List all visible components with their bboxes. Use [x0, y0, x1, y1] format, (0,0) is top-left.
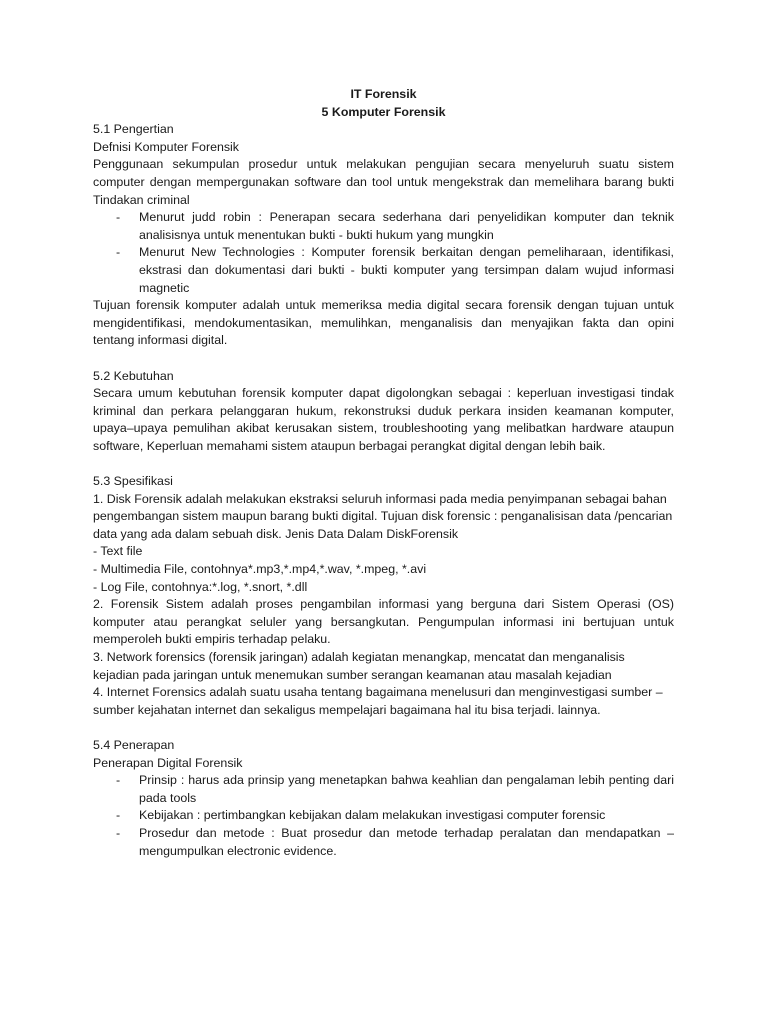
- spacer: [93, 350, 674, 368]
- definition-list: [93, 209, 674, 297]
- paragraph-internet-forensic: 4. Internet Forensics adalah suatu usaha tentang bagaimana menelusuri dan menginvestigasi sumber – sumber kejahatan internet dan sekaligus mempelajari bagaimana hal itu bisa terjadi. lainnya.: [93, 685, 663, 717]
- list-item-text: Kebijakan : pertimbangkan kebijakan dalam melakukan investigasi computer forensic: [139, 808, 606, 823]
- list-item-text: Prinsip : harus ada prinsip yang menetapkan bahwa keahlian dan pengalaman lebih penting dari pada tools: [139, 773, 674, 805]
- dash-bullet: -: [116, 773, 121, 788]
- section-subheading-application: Penerapan Digital Forensik: [93, 755, 243, 770]
- paragraph-needs: Secara umum kebutuhan forensik komputer dapat digolongkan sebagai : keperluan investigasi tindak kriminal dan perkara pelanggaran hukum, rekonstruksi duduk perkara insiden keamanan komputer, upaya–upaya pemulihan akibat kerusakan sistem, troubleshooting yang melibatkan hardware ataupun software, Keperluan memahami sistem ataupun berbagai perangkat digital dengan lebih baik.: [93, 386, 674, 453]
- dash-bullet: -: [116, 210, 121, 225]
- list-item-text: Prosedur dan metode : Buat prosedur dan metode terhadap peralatan dan mendapatkan – mengumpulkan electronic evidence.: [139, 825, 674, 858]
- paragraph-disk-forensic: 1. Disk Forensik adalah melakukan ekstraksi seluruh informasi pada media penyimpanan sebagai bahan pengembangan sistem maupun barang bukti digital. Tujuan disk forensic : penganalisisan data /pencarian data yang ada dalam sebuah disk. Jenis Data Dalam DiskForensik: [93, 491, 673, 541]
- paragraph-network-forensic: 3. Network forensics (forensik jaringan) adalah kegiatan menangkap, mencatat dan menganalisis kejadian pada jaringan untuk menemukan sumber serangan keamanan atau masalah kejadian: [93, 650, 625, 682]
- section-subheading-definition: Defnisi Komputer Forensik: [93, 139, 239, 154]
- list-item: [93, 807, 674, 825]
- document-body: [93, 86, 674, 860]
- data-type-multimedia: - Multimedia File, contohnya*.mp3,*.mp4,*.wav, *.mpeg, *.avi: [93, 562, 427, 577]
- dash-bullet: -: [116, 825, 121, 840]
- list-item: [93, 825, 674, 860]
- application-list: [93, 772, 674, 860]
- section-heading-5-3: 5.3 Spesifikasi: [93, 474, 173, 489]
- paragraph-system-forensic: 2. Forensik Sistem adalah proses pengambilan informasi yang berguna dari Sistem Operasi (OS) komputer atau perangkat seluler yang bersangkutan. Pengumpulan informasi ini bertujuan untuk memperoleh bukti empiris terhadap pelaku.: [93, 597, 674, 647]
- data-type-text-file: - Text file: [93, 544, 143, 559]
- dash-bullet: -: [116, 808, 121, 823]
- list-item-text: Menurut New Technologies : Komputer forensik berkaitan dengan pemeliharaan, identifikasi, ekstrasi dan dokumentasi dari bukti - bukti komputer yang tersimpan dalam wujud informasi magnetic: [139, 245, 674, 295]
- list-item: [93, 772, 674, 807]
- spacer: [93, 719, 674, 737]
- list-item-text: Menurut judd robin : Penerapan secara sederhana dari penyelidikan komputer dan teknik analisisnya untuk menentukan bukti - bukti hukum yang mungkin: [139, 210, 674, 242]
- chapter-title: 5 Komputer Forensik: [321, 104, 446, 119]
- list-item: [93, 244, 674, 297]
- paragraph-purpose: Tujuan forensik komputer adalah untuk memeriksa media digital secara forensik dengan tujuan untuk mengidentifikasi, mendokumentasikan, memulihkan, menganalisis dan menyajikan fakta dan opini tentang informasi digital.: [93, 298, 674, 348]
- list-item: [93, 209, 674, 244]
- dash-bullet: -: [116, 245, 121, 260]
- section-heading-5-2: 5.2 Kebutuhan: [93, 368, 174, 383]
- document-title: IT Forensik: [350, 87, 417, 101]
- data-type-log-file: - Log File, contohnya:*.log, *.snort, *.dll: [93, 579, 308, 594]
- section-heading-5-4: 5.4 Penerapan: [93, 737, 175, 752]
- section-heading-5-1: 5.1 Pengertian: [93, 122, 174, 137]
- paragraph-definition: Penggunaan sekumpulan prosedur untuk melakukan pengujian secara menyeluruh suatu sistem computer dengan mempergunakan software dan tool untuk mengekstrak dan memelihara barang bukti Tindakan criminal: [93, 157, 674, 207]
- spacer: [93, 455, 674, 473]
